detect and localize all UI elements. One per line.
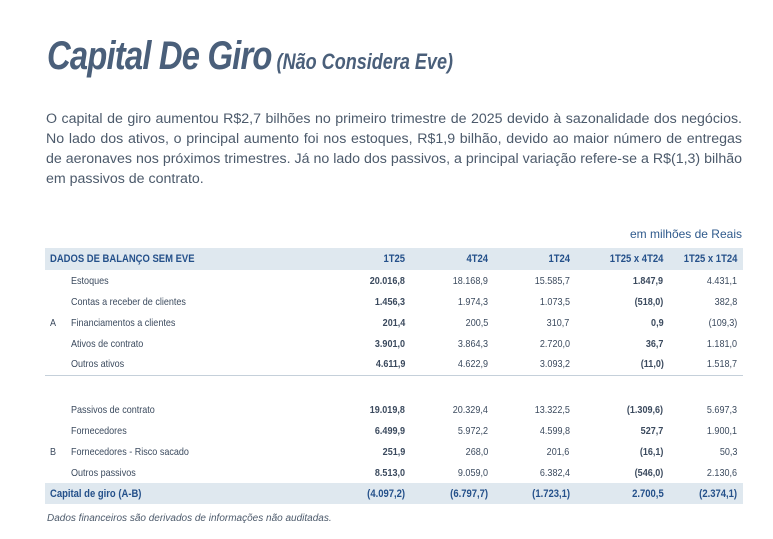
footnote: Dados financeiros são derivados de informações não auditadas. bbox=[47, 513, 332, 524]
header-1t25-vs-4t24: 1T25 x 4T24 bbox=[609, 253, 664, 265]
group-b-label: B bbox=[50, 445, 57, 458]
table-row: Fornecedores 6.499,9 5.972,2 4.599,8 527,7 1.900,1 bbox=[71, 424, 737, 437]
header-1t25-vs-1t24: 1T25 x 1T24 bbox=[683, 253, 737, 265]
total-label: Capital de giro (A-B) bbox=[50, 487, 142, 500]
total-row: Capital de giro (A-B) (4.097,2) (6.797,7) (1.723,1) 2.700,5 (2.374,1) bbox=[45, 483, 743, 504]
balance-table bbox=[45, 248, 743, 504]
summary-paragraph: O capital de giro aumentou R$2,7 bilhões no primeiro trimestre de 2025 devido à sazonalidade dos negócios. No lado dos ativos, o principal aumento foi nos estoques, R$1,9 bilhão, devido ao maior número de entregas de aeronaves nos próximos trimestres. Já no lado dos passivos, a principal variação refere-se a R$(1,3) bilhão em passivos de contrato. bbox=[46, 111, 742, 187]
units-note: em milhões de Reais bbox=[629, 227, 742, 241]
header-1t24: 1T24 bbox=[548, 253, 570, 265]
row-spacer bbox=[45, 375, 743, 399]
table-row: A Financiamentos a clientes 201,4 200,5 310,7 0,9 (109,3) bbox=[45, 312, 743, 333]
table-row: B Fornecedores - Risco sacado 251,9 268,0 201,6 (16,1) 50,3 bbox=[45, 441, 743, 462]
table-row: Ativos de contrato 3.901,0 3.864,3 2.720,0 36,7 1.181,0 bbox=[71, 337, 737, 350]
title-subtitle: (Não Considera Eve) bbox=[276, 49, 454, 74]
table-row: Outros passivos 8.513,0 9.059,0 6.382,4 (546,0) 2.130,6 bbox=[71, 466, 737, 479]
header-4t24: 4T24 bbox=[466, 253, 489, 265]
table-row: Estoques 20.016,8 18.168,9 15.585,7 1.847,9 4.431,1 bbox=[71, 274, 737, 287]
header-1t25: 1T25 bbox=[383, 253, 405, 265]
page-title bbox=[47, 34, 453, 79]
title-main: Capital De Giro bbox=[47, 34, 272, 78]
table-header-row bbox=[45, 248, 743, 270]
table-row: Passivos de contrato 19.019,8 20.329,4 13.322,5 (1.309,6) 5.697,3 bbox=[71, 403, 737, 416]
table-row: Outros ativos 4.611,9 4.622,9 3.093,2 (11,0) 1.518,7 bbox=[45, 354, 743, 375]
header-label: DADOS DE BALANÇO SEM EVE bbox=[50, 253, 195, 265]
table-row: Contas a receber de clientes 1.456,3 1.974,3 1.073,5 (518,0) 382,8 bbox=[71, 295, 737, 308]
group-a-label: A bbox=[50, 316, 57, 329]
